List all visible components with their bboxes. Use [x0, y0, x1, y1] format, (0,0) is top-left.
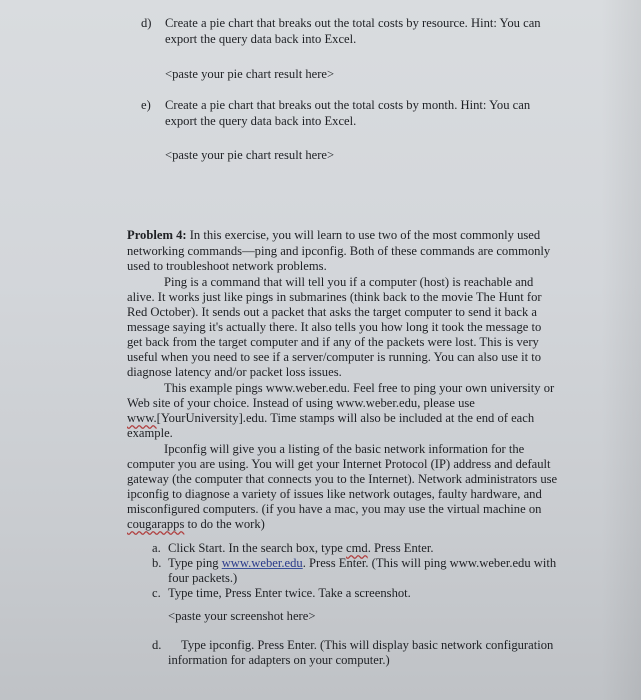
problem4-heading: Problem 4: — [127, 228, 187, 242]
cmd-text: cmd — [346, 541, 368, 555]
step-b-text-1: Type ping — [168, 556, 222, 570]
step-c-text: Type time, Press Enter twice. Take a screenshot. — [168, 586, 411, 600]
step-b-label: b. — [152, 556, 162, 570]
step-d-label: d. — [152, 638, 162, 652]
problem4-line-3: used to troubleshoot network problems. — [127, 259, 327, 273]
step-a-text — [168, 541, 433, 556]
ipconfig-para-line-2: computer you are using. You will get your Internet Protocol (IP) address and default — [127, 457, 551, 471]
ipconfig-para-line-1: Ipconfig will give you a listing of the basic network information for the — [164, 442, 525, 456]
step-b-line-2: four packets.) — [168, 571, 238, 585]
ipconfig-para-line-3: gateway (the computer that connects you to the Internet). Network administrators use — [127, 472, 558, 486]
problem4-line-2: networking commands—ping and ipconfig. Both of these commands are commonly — [127, 244, 551, 258]
part-d-line-2: export the query data back into Excel. — [165, 32, 357, 46]
part-e-line-2: export the query data back into Excel. — [165, 114, 357, 128]
ping-para-line-1: Ping is a command that will tell you if a computer (host) is reachable and — [164, 275, 534, 289]
ping-para-line-6: useful when you need to see if a server/computer is running. You can also use it to — [127, 350, 542, 364]
part-e-label: e) — [141, 98, 151, 112]
problem4-line-1 — [127, 228, 540, 243]
part-d-line-1: Create a pie chart that breaks out the total costs by resource. Hint: You can — [165, 16, 541, 30]
step-d-line-1: Type ipconfig. Press Enter. (This will display basic network configuration — [181, 638, 554, 652]
example-para-line-4: example. — [127, 426, 173, 440]
step-b-text-2: . Press Enter. (This will ping www.weber.edu with — [302, 556, 557, 570]
ipconfig-para-line-4: ipconfig to diagnose a variety of issues like network outages, faulty hardware, and — [127, 487, 542, 501]
part-e-line-1: Create a pie chart that breaks out the total costs by month. Hint: You can — [165, 98, 531, 112]
part-e-placeholder: <paste your pie chart result here> — [165, 148, 335, 162]
ping-para-line-3: Red October). It sends out a packet that asks the target computer to send it back a — [127, 305, 537, 319]
cougarapps-text: cougarapps — [127, 517, 185, 531]
part-d-placeholder: <paste your pie chart result here> — [165, 67, 335, 81]
your-university-text: [YourUniversity].edu. Time stamps will also be included at the end of each — [156, 411, 535, 425]
ping-para-line-7: diagnose latency and/or packet loss issues. — [127, 365, 342, 379]
weber-link[interactable]: www.weber.edu — [221, 556, 303, 570]
screenshot-placeholder: <paste your screenshot here> — [168, 609, 316, 623]
ipconfig-para-line-6 — [127, 517, 265, 532]
step-a-text-1: Click Start. In the search box, type — [168, 541, 347, 555]
www-text: www. — [127, 411, 157, 425]
step-c-label: c. — [152, 586, 161, 600]
step-b-text — [168, 556, 556, 571]
step-d-line-2: information for adapters on your computer.) — [168, 653, 390, 667]
step-a-text-2: . Press Enter. — [367, 541, 434, 555]
ping-para-line-5: get back from the target computer and if any of the packets were lost. This is very — [127, 335, 539, 349]
page-shadow — [601, 0, 641, 700]
example-para-line-3 — [127, 411, 534, 426]
example-para-line-1: This example pings www.weber.edu. Feel free to ping your own university or — [164, 381, 555, 395]
step-a-label: a. — [152, 541, 161, 555]
example-para-line-2: Web site of your choice. Instead of using www.weber.edu, please use — [127, 396, 475, 410]
problem4-intro: In this exercise, you will learn to use two of the most commonly used — [186, 228, 541, 242]
part-d-label: d) — [141, 16, 152, 30]
ipconfig-para-end: to do the work) — [184, 517, 265, 531]
ipconfig-para-line-5: misconfigured computers. (if you have a mac, you may use the virtual machine on — [127, 502, 542, 516]
ping-para-line-2: alive. It works just like pings in submarines (think back to the movie The Hunt for — [127, 290, 542, 304]
ping-para-line-4: message saying it's actually there. It also tells you how long it took the message to — [127, 320, 542, 334]
